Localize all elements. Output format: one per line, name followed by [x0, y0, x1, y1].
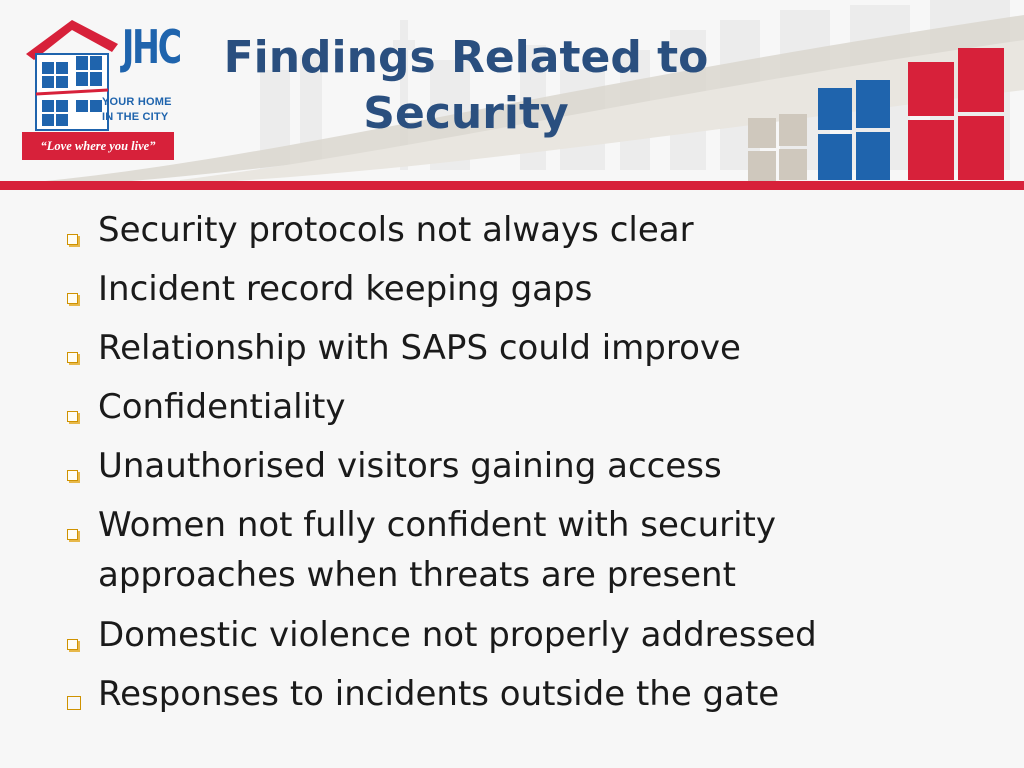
bullet-text: Responses to incidents outside the gate	[98, 674, 780, 714]
logo-slogan: “Love where you live”	[22, 132, 174, 160]
bullet-square-icon	[67, 529, 78, 540]
logo-tagline-line1: YOUR HOME	[102, 96, 172, 108]
bullet-text: Confidentiality	[98, 387, 346, 427]
logo-tagline-line2: IN THE CITY	[102, 111, 169, 123]
bullet-item	[98, 610, 978, 660]
bullet-item	[98, 382, 978, 432]
bullet-item	[98, 500, 978, 600]
slide-title-line2: Security	[363, 88, 569, 139]
logo-letters: JHC	[122, 20, 180, 74]
jhc-logo	[22, 14, 180, 162]
bullet-text: Women not fully confident with security	[98, 505, 776, 545]
bullet-text: approaches when threats are present	[98, 555, 736, 595]
bullet-item	[98, 669, 978, 719]
bullet-square-icon	[67, 293, 78, 304]
bullet-square-icon	[67, 234, 78, 245]
bullet-square-icon	[67, 639, 78, 650]
bullet-item	[98, 205, 978, 255]
bullet-square-icon	[67, 696, 81, 710]
bullet-item	[98, 264, 978, 314]
bullet-square-icon	[67, 411, 78, 422]
bullet-item	[98, 441, 978, 491]
bullet-text: Domestic violence not properly addressed	[98, 615, 817, 655]
bullet-square-icon	[67, 470, 78, 481]
bullet-text: Relationship with SAPS could improve	[98, 328, 741, 368]
slide-title	[196, 30, 736, 142]
header-red-band	[0, 181, 1024, 190]
bullet-item	[98, 323, 978, 373]
slide-title-line1: Findings Related to	[223, 32, 709, 83]
bullet-square-icon	[67, 352, 78, 363]
bullet-text: Unauthorised visitors gaining access	[98, 446, 722, 486]
bullet-text: Security protocols not always clear	[98, 210, 694, 250]
bullet-text: Incident record keeping gaps	[98, 269, 593, 309]
